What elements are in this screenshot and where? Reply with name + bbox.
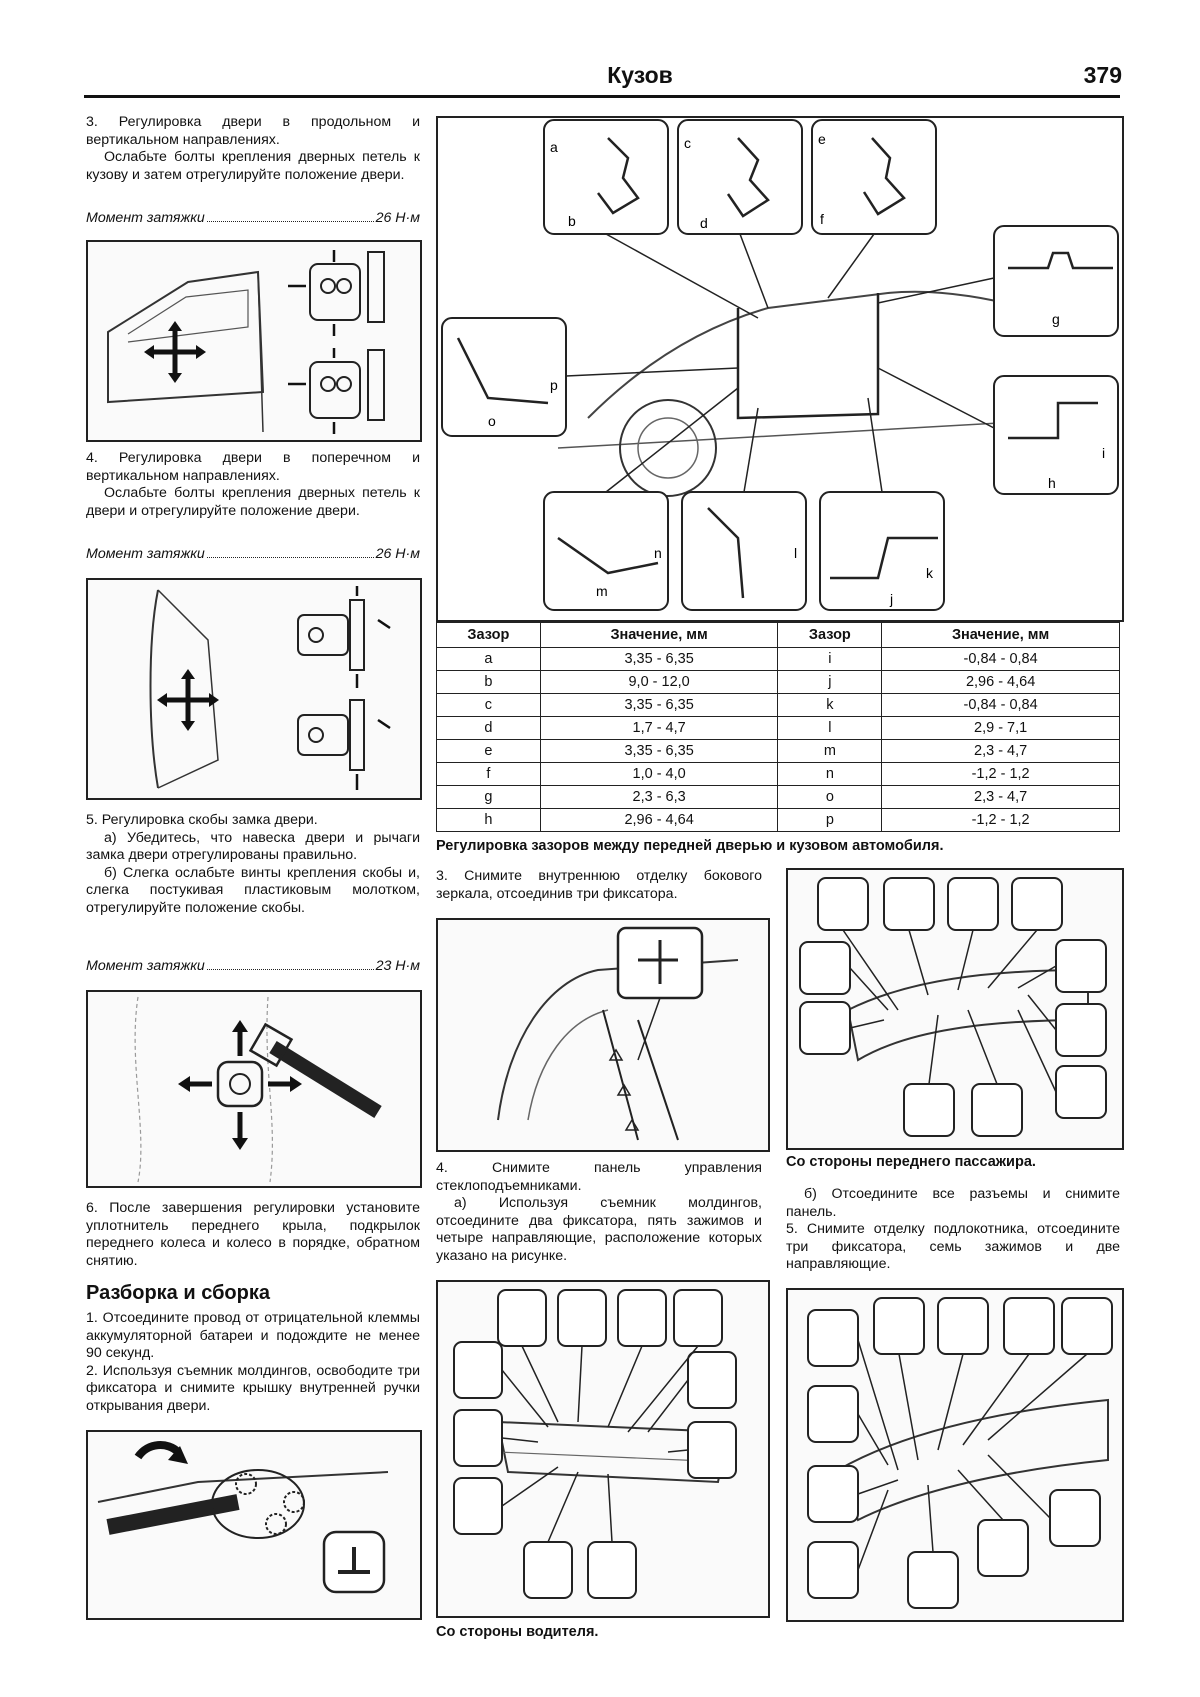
gap-values-table: [436, 622, 1120, 832]
gap-label-a: a: [550, 139, 558, 155]
door-hinge-body-illustration: [88, 242, 420, 440]
figure-inner-handle-cover: [86, 1430, 422, 1620]
table-row: [437, 809, 1120, 832]
step4-torque: [86, 546, 420, 562]
table-row: [437, 740, 1120, 763]
table-row: [437, 763, 1120, 786]
door-gap-illustration: [438, 118, 1122, 620]
step4-text: [86, 450, 420, 520]
table-cell: i: [778, 648, 882, 671]
table-cell: f: [437, 763, 541, 786]
right-step5: 5. Снимите отделку подлокотника, отсоедините три фиксатора, семь зажимов и две направляющие.: [786, 1221, 1120, 1272]
gap-label-k: k: [926, 565, 933, 581]
table-header-row: [437, 623, 1120, 648]
armrest-trim-illustration: [788, 1290, 1122, 1620]
table-cell: m: [778, 740, 882, 763]
step5-b: б) Слегка ослабьте винты крепления скобы и, слегка постукивая пластиковым молотком, отрегулируйте положение скобы.: [86, 864, 420, 916]
table-cell: a: [437, 648, 541, 671]
gap-label-i: i: [1102, 445, 1106, 461]
gap-label-m: m: [596, 583, 608, 599]
mid-step4-heading: 4. Снимите панель управления стеклоподъемниками.: [436, 1160, 762, 1194]
figure-door-gap-diagram: [436, 116, 1124, 622]
table-cell: -0,84 - 0,84: [882, 648, 1120, 671]
table-cell: d: [437, 717, 541, 740]
step5-torque: [86, 958, 420, 974]
gap-label-g: g: [1052, 311, 1060, 327]
step3-text: [86, 114, 420, 184]
table-cell: 2,96 - 4,64: [882, 671, 1120, 694]
table-cell: n: [778, 763, 882, 786]
page-section-title: Кузов: [607, 62, 673, 88]
torque-label: Момент затяжки: [86, 958, 205, 974]
leader-dots: [207, 546, 374, 558]
table-row: [437, 648, 1120, 671]
torque-value: 26 Н·м: [375, 546, 420, 562]
passenger-switch-panel-illustration: [788, 870, 1122, 1148]
driver-switch-panel-illustration: [438, 1282, 768, 1616]
dis-step2: 2. Используя съемник молдингов, освободите три фиксатора и снимите крышку внутренней ручки открывания двери.: [86, 1362, 420, 1414]
gap-label-f: f: [820, 211, 824, 227]
table-cell: b: [437, 671, 541, 694]
table-row: [437, 717, 1120, 740]
gap-label-n: n: [654, 545, 662, 561]
table-cell: h: [437, 809, 541, 832]
torque-value: 26 Н·м: [375, 210, 420, 226]
table-cell: 1,0 - 4,0: [540, 763, 778, 786]
table-cell: 9,0 - 12,0: [540, 671, 778, 694]
figure-door-hinge-body: [86, 240, 422, 442]
figure-door-hinge-door: [86, 578, 422, 800]
mid-step4-a: а) Используя съемник молдингов, отсоедините два фиксатора, пять зажимов и четыре направляющие, расположение которых указано на рисунке.: [436, 1195, 762, 1264]
gap-label-l: l: [794, 545, 798, 561]
table-cell: c: [437, 694, 541, 717]
table-cell: 2,3 - 4,7: [882, 786, 1120, 809]
step4-body: Ослабьте болты крепления дверных петель к двери и отрегулируйте положение двери.: [86, 485, 420, 519]
step3-torque: [86, 210, 420, 226]
figure-passenger-switch-panel: [786, 868, 1124, 1150]
table-cell: 1,7 - 4,7: [540, 717, 778, 740]
table-cell: -1,2 - 1,2: [882, 763, 1120, 786]
right-step4-b: б) Отсоедините все разъемы и снимите панель.: [786, 1186, 1120, 1220]
table-row: [437, 786, 1120, 809]
figure-mirror-trim: [436, 918, 770, 1152]
inner-handle-cover-illustration: [88, 1432, 420, 1618]
driver-side-caption: Со стороны водителя.: [436, 1624, 599, 1640]
step5-text: [86, 812, 420, 917]
table-cell: 2,96 - 4,64: [540, 809, 778, 832]
dis-step1: 1. Отсоедините провод от отрицательной клеммы аккумуляторной батареи и подождите не менее 90 секунд.: [86, 1310, 420, 1361]
disassembly-steps: [86, 1310, 420, 1415]
table-cell: p: [778, 809, 882, 832]
col-header-gap: Зазор: [437, 623, 541, 648]
door-hinge-door-illustration: [88, 580, 420, 798]
step3-body: Ослабьте болты крепления дверных петель к кузову и затем отрегулируйте положение двери.: [86, 149, 420, 183]
mid-step3: 3. Снимите внутреннюю отделку бокового зеркала, отсоединив три фиксатора.: [436, 868, 762, 902]
table-cell: 3,35 - 6,35: [540, 648, 778, 671]
gap-label-b: b: [568, 213, 576, 229]
gap-label-p: p: [550, 377, 558, 393]
gap-table-caption: Регулировка зазоров между передней дверью и кузовом автомобиля.: [436, 838, 944, 854]
step3-heading: 3. Регулировка двери в продольном и вертикальном направлениях.: [86, 114, 420, 148]
gap-label-o: o: [488, 413, 496, 429]
table-cell: e: [437, 740, 541, 763]
torque-label: Момент затяжки: [86, 546, 205, 562]
figure-striker-adjustment: [86, 990, 422, 1188]
leader-dots: [207, 210, 374, 222]
passenger-side-caption: Со стороны переднего пассажира.: [786, 1154, 1036, 1170]
table-cell: -0,84 - 0,84: [882, 694, 1120, 717]
step5-a: а) Убедитесь, что навеска двери и рычаги замка двери отрегулированы правильно.: [86, 829, 420, 863]
table-cell: 2,3 - 6,3: [540, 786, 778, 809]
gap-label-d: d: [700, 215, 708, 231]
right-steps: [786, 1186, 1120, 1274]
gap-label-j: j: [890, 591, 894, 607]
striker-adjustment-illustration: [88, 992, 420, 1186]
col-header-gap: Зазор: [778, 623, 882, 648]
gap-label-c: c: [684, 135, 691, 151]
table-cell: j: [778, 671, 882, 694]
table-row: [437, 694, 1120, 717]
table-cell: o: [778, 786, 882, 809]
table-row: [437, 671, 1120, 694]
header-rule: [84, 95, 1120, 98]
page-number: 379: [1083, 62, 1122, 88]
col-header-value: Значение, мм: [882, 623, 1120, 648]
section-disassembly-title: Разборка и сборка: [86, 1282, 270, 1304]
gap-label-e: e: [818, 131, 826, 147]
table-cell: 2,9 - 7,1: [882, 717, 1120, 740]
mid-step4: [436, 1160, 762, 1265]
figure-driver-switch-panel: [436, 1280, 770, 1618]
step6-text: 6. После завершения регулировки установите уплотнитель переднего крыла, подкрылок переднего колеса и колесо в порядке, обратном снятию.: [86, 1200, 420, 1269]
step5-heading: 5. Регулировка скобы замка двери.: [86, 812, 318, 828]
table-cell: g: [437, 786, 541, 809]
table-cell: 2,3 - 4,7: [882, 740, 1120, 763]
col-header-value: Значение, мм: [540, 623, 778, 648]
table-cell: k: [778, 694, 882, 717]
figure-armrest-trim: [786, 1288, 1124, 1622]
leader-dots: [207, 958, 374, 970]
table-cell: 3,35 - 6,35: [540, 740, 778, 763]
step4-heading: 4. Регулировка двери в поперечном и вертикальном направлениях.: [86, 450, 420, 484]
table-cell: 3,35 - 6,35: [540, 694, 778, 717]
gap-label-h: h: [1048, 475, 1056, 491]
torque-value: 23 Н·м: [375, 958, 420, 974]
table-cell: l: [778, 717, 882, 740]
mirror-trim-illustration: [438, 920, 768, 1150]
torque-label: Момент затяжки: [86, 210, 205, 226]
table-cell: -1,2 - 1,2: [882, 809, 1120, 832]
